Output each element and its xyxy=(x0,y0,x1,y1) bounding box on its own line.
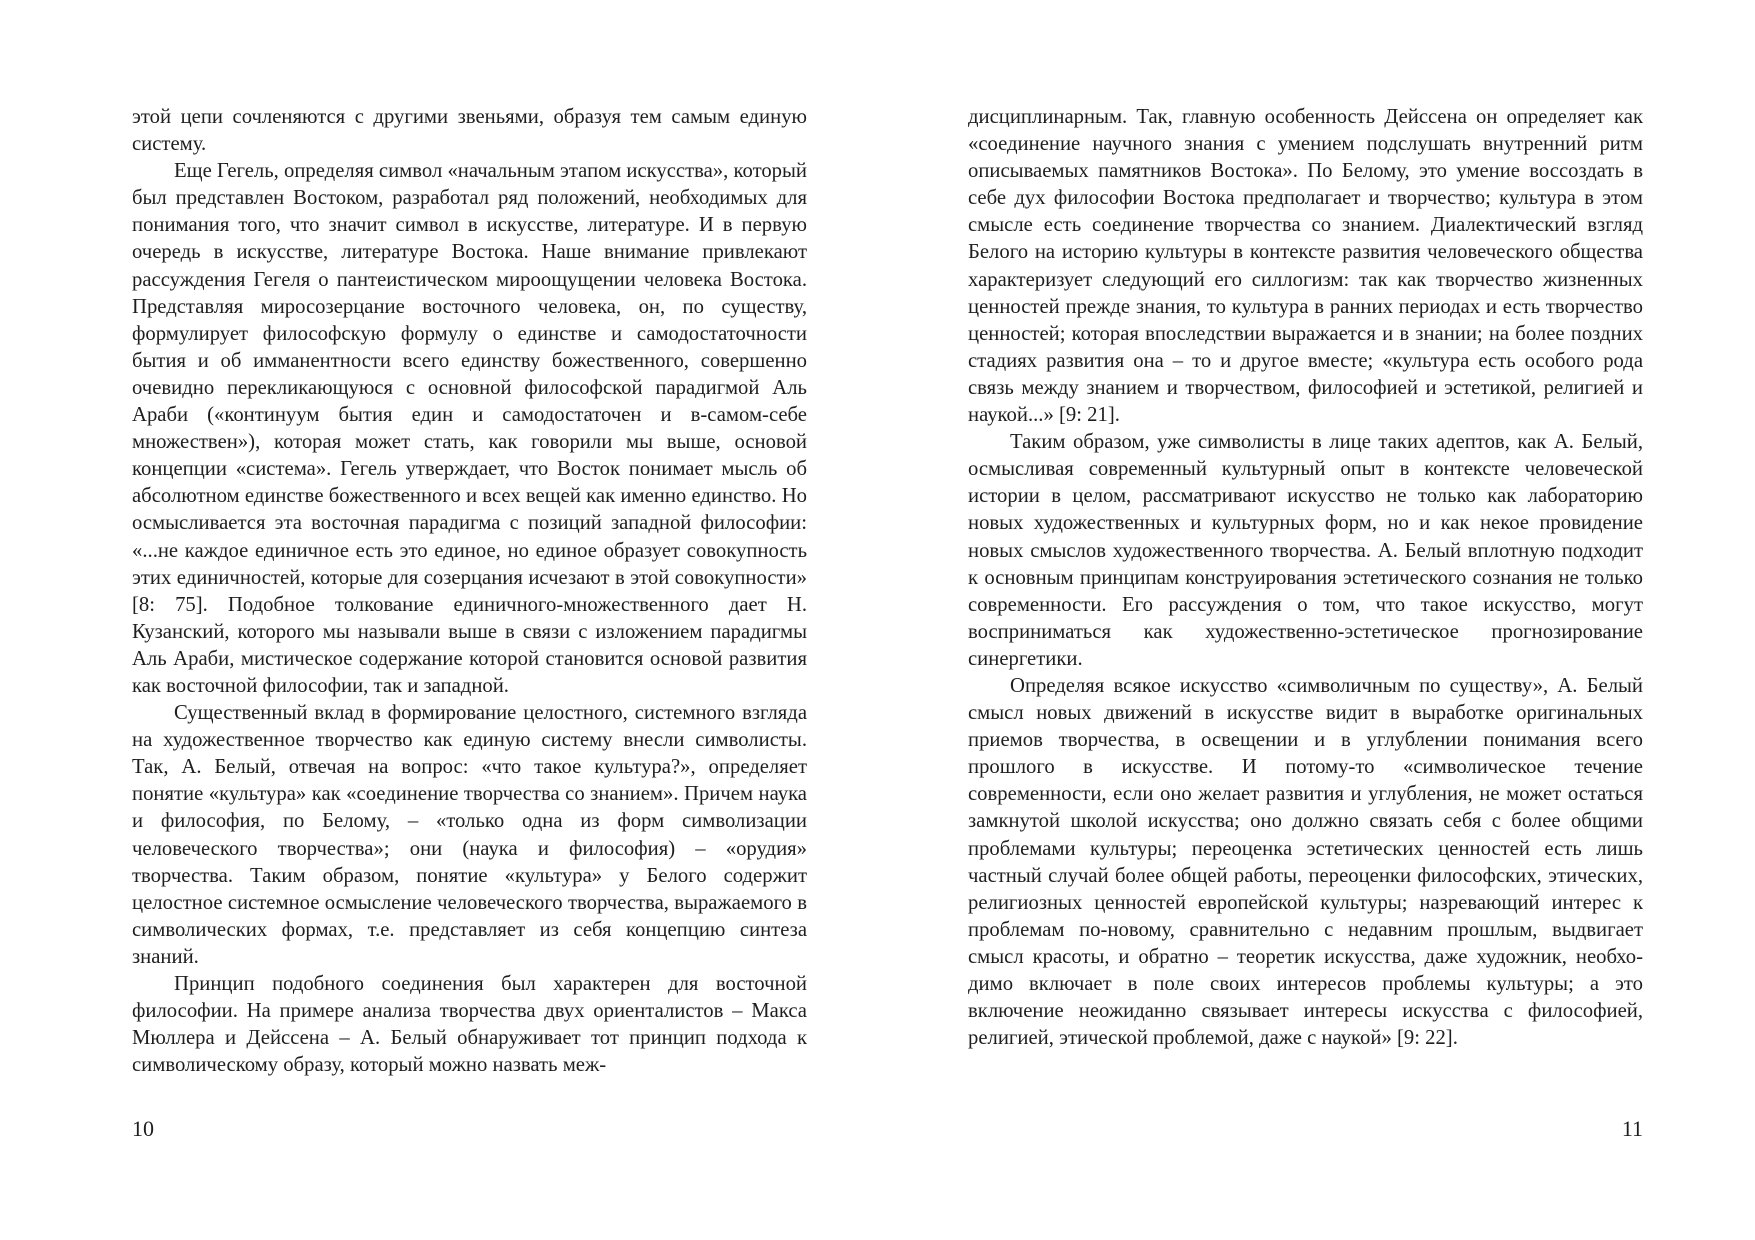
paragraph: дисциплинарным. Так, главную особенность Дейссена он определяет как «соединение научного знания с умением подслушать внутренний ритм описываемых памятников Востока». По Белому, это умение воссоздать в себе дух философии Востока предполагает и творчество; культура в этом смысле есть соединение творчества со знанием. Диалектический взгляд Белого на историю культуры в контексте развития человеческого общества характеризует следующий его силлогизм: так как творчество жизненных ценностей прежде знания, то культура в ранних периодах и есть творчество ценностей; которая впоследствии выражается и в знании; на более поздних стадиях развития она – то и другое вместе; «культура есть особого рода связь между знанием и творчеством, философией и эстетикой, религией и наукой...» [9: 21]. xyxy=(968,106,1643,427)
left-page xyxy=(0,0,877,1240)
paragraph: Существенный вклад в формирование целостного, системного взгляда на художественное творчество как единую систему внесли символисты. Так, А. Белый, отвечая на вопрос: «что такое культура?», определяет понятие «культура» как «соединение творчества со знанием». Причем наука и философия, по Белому, – «только одна из форм символизации человеческого творчества»; они (наука и философия) – «орудия» творчества. Таким образом, понятие «культура» у Белого содержит целостное системное осмысление человеческого творчества, выражаемого в символических формах, т.е. представляет из себя концепцию синтеза знаний. xyxy=(132,702,807,968)
right-page xyxy=(878,0,1755,1240)
paragraph: этой цепи сочленяются с другими звеньями, образуя тем самым единую систему. xyxy=(132,106,807,156)
left-page-text xyxy=(132,104,807,1079)
right-page-text xyxy=(968,104,1643,1052)
paragraph: Определяя всякое искусство «символичным по существу», А. Белый смысл новых движений в искусстве видит в выработке оригинальных приемов творчества, в освещении и в углублении понимания всего прошлого в искусстве. И потому-то «символическое течение современности, если оно желает развития и углубления, не может остаться замкнутой школой искусства; оно должно связать себя с более общими проблемами культуры; переоценка эстетических ценностей есть лишь частный случай более общей работы, переоценки философских, этических, религиозных ценностей европейской культуры; назревающий интерес к проблемам по-новому, сравнительно с недавним прошлым, выдвигает смысл красоты, и обратно – теоретик искусства, даже художник, необходимо включает в поле своих интересов проблемы культуры; а это включение неожиданно связывает интересы искусства с философией, религией, этической проблемой, даже с наукой» [9: 22]. xyxy=(968,674,1643,1050)
paragraph: Еще Гегель, определяя символ «начальным этапом искусства», который был представлен Востоком, разработал ряд положений, необходимых для понимания того, что значит символ в искусстве, литературе. И в первую очередь в искусстве, литературе Востока. Наше внимание привлекают рассуждения Гегеля о пантеистическом мироощущении человека Востока. Представляя миросозерцание восточного человека, он, по существу, формулирует философскую формулу о единстве и самодостаточности бытия и об имманентности всего единству божественного, совершенно очевидно перекликающуюся с основной философской парадигмой Аль Араби («континуум бытия един и самодостаточен и в-самом-себе множествен»), которая может стать, как говорили мы выше, основой концепции «система». Гегель утверждает, что Восток понимает мысль об абсолютном единстве божественного и всех вещей как именно единство. Но осмысливается эта восточная парадигма с позиций западной философии: «...не каждое единичное есть это единое, но единое образует совокупность этих единичностей, которые для созерцания исчезают в этой совокупности» [8: 75]. Подобное толкование единичного-множественного дает Н. Кузанский, которого мы называли выше в связи с изложением парадигмы Аль Араби, мистическое содержание которой становится основой развития как восточной философии, так и западной. xyxy=(132,160,807,697)
paragraph: Принцип подобного соединения был характерен для восточной философии. На примере анализа творчества двух ориенталистов – Макса Мюллера и Дейссена – А. Белый обнаруживает тот принцип подхода к символическому образу, который можно назвать меж- xyxy=(132,973,807,1077)
page-number: 11 xyxy=(1621,1116,1643,1141)
paragraph: Таким образом, уже символисты в лице таких адептов, как А. Белый, осмысливая современный культурный опыт в контексте человеческой истории в целом, рассматривают искусство не только как лабораторию новых художественных и культурных форм, но и как некое провидение новых смыслов художественного творчества. А. Белый вплотную подходит к основным принципам конструирования эстетического сознания не только современности. Его рассуждения о том, что такое искусство, могут восприниматься как художественно-эстетическое прогнозирование синергетики. xyxy=(968,431,1643,670)
page-number: 10 xyxy=(132,1116,154,1141)
